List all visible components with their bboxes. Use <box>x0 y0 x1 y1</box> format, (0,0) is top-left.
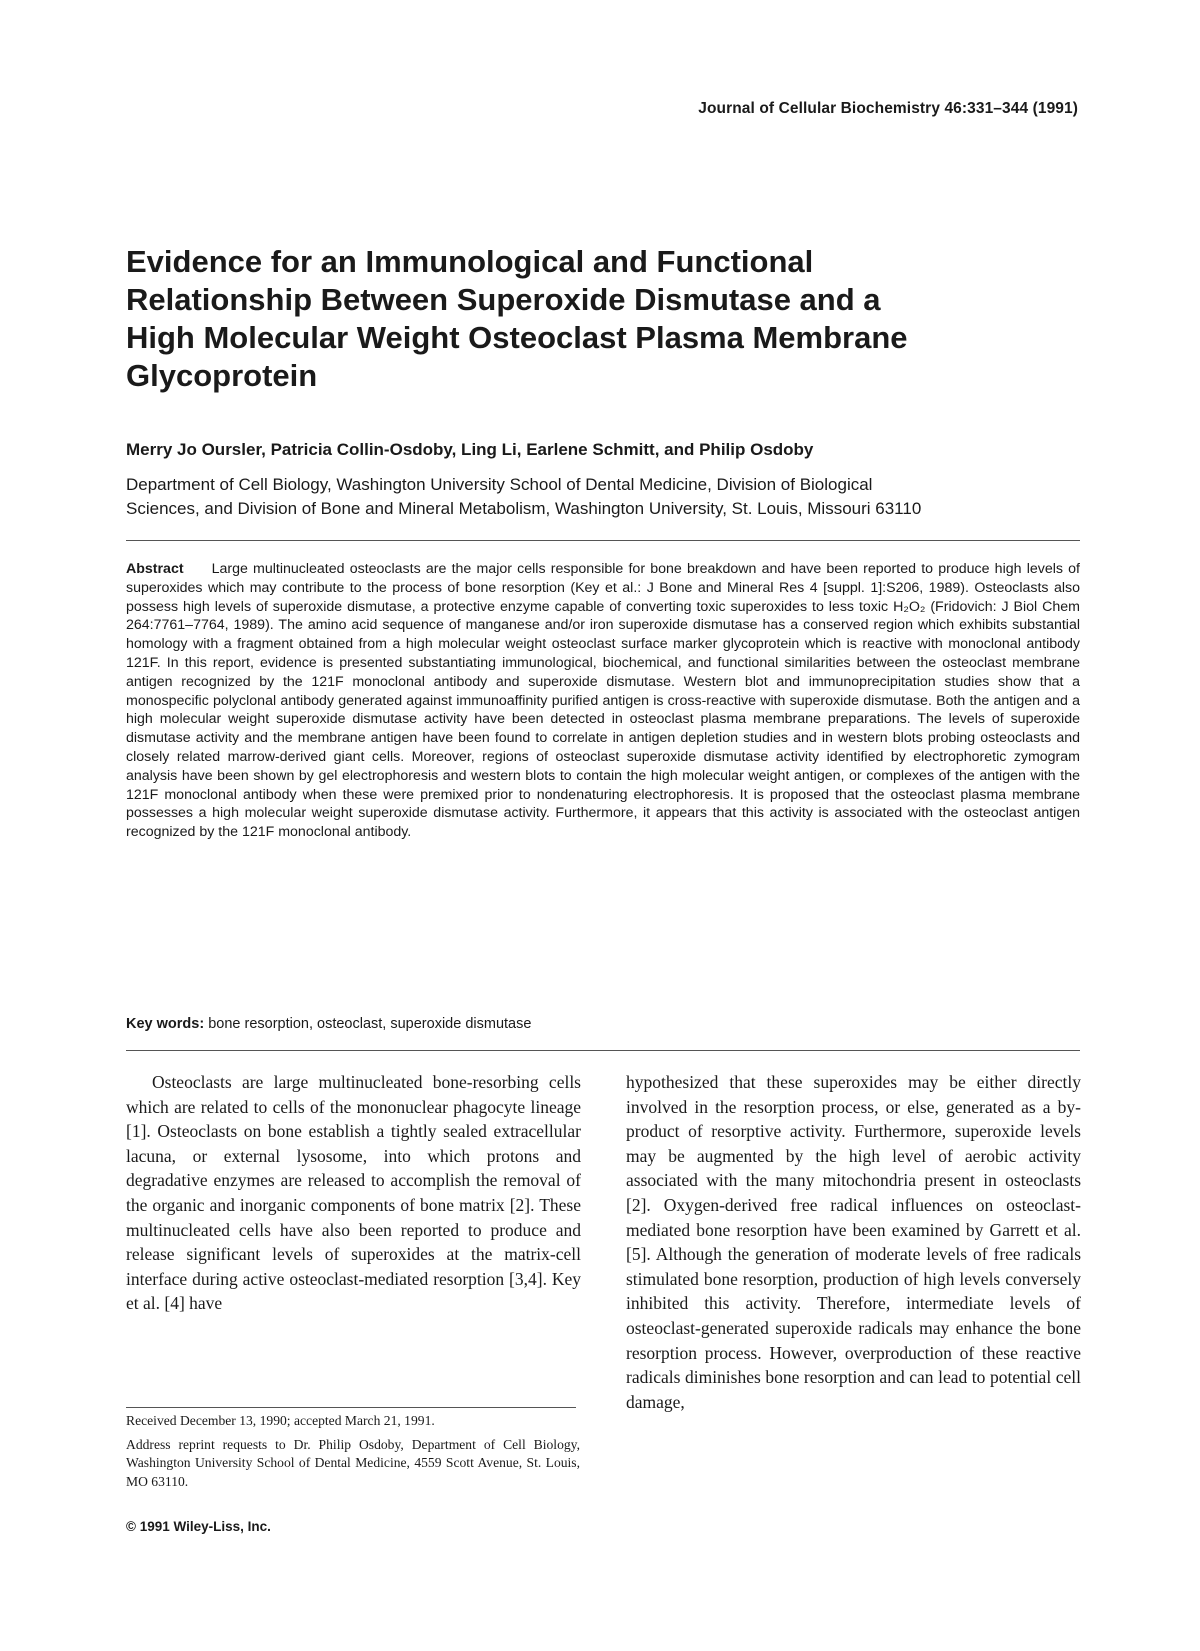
body-paragraph: Osteoclasts are large multinucleated bone-resorbing cells which are related to cells of the mononuclear phagocyte lineage [1]. Osteoclasts on bone establish a tightly sealed extracellular lacuna, or external lysosome, into which protons and degradative enzymes are released to accomplish the removal of the organic and inorganic components of bone matrix [2]. These multinucleated cells have also been reported to produce and release significant levels of superoxides at the matrix-cell interface during active osteoclast-mediated resorption [3,4]. Key et al. [4] have <box>126 1072 581 1314</box>
body-column-right <box>626 1070 1081 1414</box>
footnote-divider <box>126 1407 576 1408</box>
keywords-label: Key words: <box>126 1016 205 1032</box>
keywords <box>126 1016 531 1032</box>
title-line: Relationship Between Superoxide Dismutase and a <box>126 282 881 317</box>
body-column-left <box>126 1070 581 1316</box>
journal-citation: Journal of Cellular Biochemistry 46:331–344 (1991) <box>698 100 1078 117</box>
affiliation-line: Department of Cell Biology, Washington University School of Dental Medicine, Division of Biological <box>126 475 873 494</box>
divider-top <box>126 540 1080 541</box>
author-list: Merry Jo Oursler, Patricia Collin-Osdoby, Ling Li, Earlene Schmitt, and Philip Osdoby <box>126 440 814 459</box>
abstract-text: Large multinucleated osteoclasts are the major cells responsible for bone breakdown and have been reported to produce high levels of superoxides which may contribute to the process of bone resorption (Key et al.: J Bone and Mineral Res 4 [suppl. 1]:S206, 1989). Osteoclasts also possess high levels of superoxide dismutase, a protective enzyme capable of converting toxic superoxides to less toxic H₂O₂ (Fridovich: J Biol Chem 264:7761–7764, 1989). The amino acid sequence of manganese and/or iron superoxide dismutase has a conserved region which exhibits substantial homology with a fragment obtained from a high molecular weight osteoclast surface marker glycoprotein which is reactive with monoclonal antibody 121F. In this report, evidence is presented substantiating immunological, biochemical, and functional similarities between the osteoclast membrane antigen recognized by the 121F monoclonal antibody and superoxide dismutase. Western blot and immunoprecipitation studies show that a monospecific polyclonal antibody generated against immunoaffinity purified antigen is cross-reactive with superoxide dismutase. Both the antigen and a high molecular weight superoxide dismutase activity have been detected in osteoclast plasma membrane preparations. The levels of superoxide dismutase activity and the membrane antigen have been found to correlate in antigen depletion studies and in western blots probing osteoclasts and closely related marrow-derived giant cells. Moreover, regions of osteoclast superoxide dismutase activity identified by electrophoretic zymogram analysis have been shown by gel electrophoresis and western blots to contain the high molecular weight antigen, or complexes of the antigen with the 121F monoclonal antibody when these were premixed prior to nondenaturing electrophoresis. It is proposed that the osteoclast plasma membrane possesses a high molecular weight superoxide dismutase activity. Furthermore, it appears that this activity is associated with the osteoclast antigen recognized by the 121F monoclonal antibody. <box>126 561 1080 841</box>
affiliation-line: Sciences, and Division of Bone and Mineral Metabolism, Washington University, St. Louis, Missouri 63110 <box>126 499 922 518</box>
footnote-address: Address reprint requests to Dr. Philip Osdoby, Department of Cell Biology, Washington University School of Dental Medicine, 4559 Scott Avenue, St. Louis, MO 63110. <box>126 1437 580 1489</box>
keywords-text: bone resorption, osteoclast, superoxide dismutase <box>208 1016 532 1032</box>
title-line: High Molecular Weight Osteoclast Plasma Membrane <box>126 320 908 355</box>
divider-bottom <box>126 1050 1080 1051</box>
copyright-notice: © 1991 Wiley-Liss, Inc. <box>126 1519 271 1534</box>
abstract-label: Abstract <box>126 561 184 577</box>
title-line: Glycoprotein <box>126 358 318 393</box>
abstract-section <box>126 560 1080 842</box>
body-paragraph: hypothesized that these superoxides may be either directly involved in the resorption process, or else, generated as a by-product of resorptive activity. Furthermore, superoxide levels may be augmented by the high level of aerobic activity associated with the many mitochondria present in osteoclasts [2]. Oxygen-derived free radical influences on osteoclast-mediated bone resorption have been examined by Garrett et al. [5]. Although the generation of moderate levels of free radicals stimulated bone resorption, production of high levels conversely inhibited this activity. Therefore, intermediate levels of osteoclast-generated superoxide radicals may enhance the bone resorption process. However, overproduction of these reactive radicals diminishes bone resorption and can lead to potential cell damage, <box>626 1072 1081 1412</box>
article-title <box>126 243 1086 395</box>
footnote-received: Received December 13, 1990; accepted March 21, 1991. <box>126 1413 435 1428</box>
affiliation <box>126 473 1086 521</box>
footnotes <box>126 1412 580 1497</box>
title-line: Evidence for an Immunological and Functional <box>126 244 814 279</box>
